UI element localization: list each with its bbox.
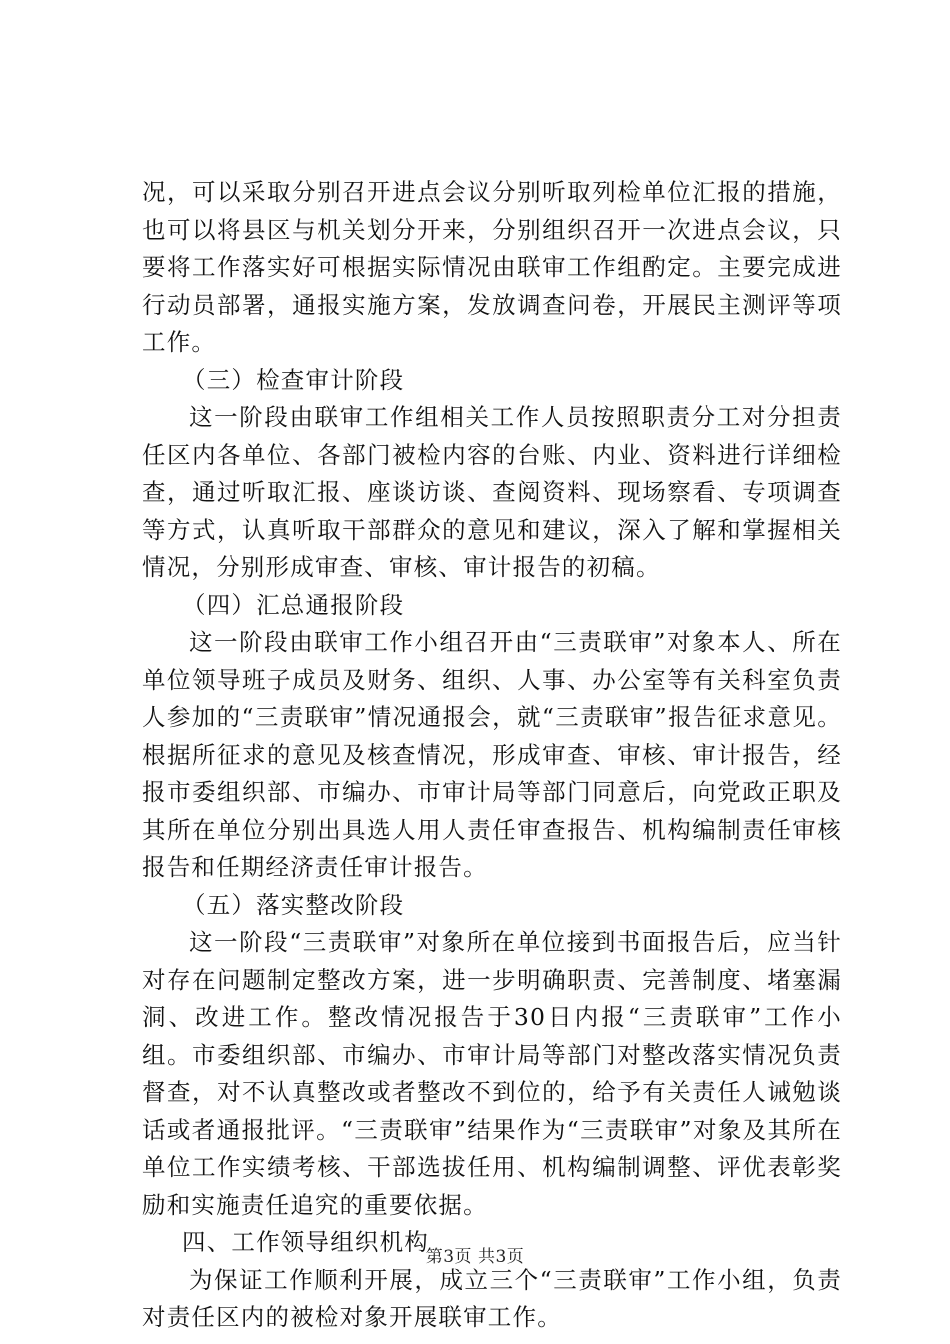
paragraph-continued: 况，可以采取分别召开进点会议分别听取列检单位汇报的措施，也可以将县区与机关划分开来，分别组织召开一次进点会议，只要将工作落实好可根据实际情况由联审工作组酌定。主要完成进行动员部署，通报实施方案，发放调查问卷，开展民主测评等项工作。	[142, 178, 842, 356]
section-heading-organization: 四、工作领导组织机构	[182, 1228, 429, 1256]
paragraph-rectification: 这一阶段“三责联审”对象所在单位接到书面报告后，应当针对存在问题制定整改方案，进一步明确职责、完善制度、堵塞漏洞、改进工作。整改情况报告于30日内报“三责联审”工作小组。市委组织部、市编办、市审计局等部门对整改落实情况负责督查，对不认真整改或者整改不到位的，给予有关责任人诫勉谈话或者通报批评。“三责联审”结果作为“三责联审”对象及其所在单位工作实绩考核、干部选拔任用、机构编制调整、评优表彰奖励和实施责任追究的重要依据。	[142, 928, 842, 1219]
section-heading-summary-report: （四）汇总通报阶段	[182, 590, 405, 619]
document-body	[142, 174, 842, 1337]
section-heading-rectification: （五）落实整改阶段	[182, 890, 405, 919]
page-number-footer: 第3页 共3页	[425, 1247, 525, 1267]
paragraph-inspection-audit: 这一阶段由联审工作组相关工作人员按照职责分工对分担责任区内各单位、各部门被检内容的台账、内业、资料进行详细检查，通过听取汇报、座谈访谈、查阅资料、现场察看、专项调查等方式，认真听取干部群众的意见和建议，深入了解和掌握相关情况，分别形成审查、审核、审计报告的初稿。	[142, 403, 842, 581]
section-heading-inspection-audit: （三）检查审计阶段	[182, 365, 405, 394]
paragraph-summary-report: 这一阶段由联审工作小组召开由“三责联审”对象本人、所在单位领导班子成员及财务、组织、人事、办公室等有关科室负责人参加的“三责联审”情况通报会，就“三责联审”报告征求意见。根据所征求的意见及核查情况，形成审查、审核、审计报告，经报市委组织部、市编办、市审计局等部门同意后，向党政正职及其所在单位分别出具选人用人责任审查报告、机构编制责任审核报告和任期经济责任审计报告。	[142, 628, 842, 881]
paragraph-organization: 为保证工作顺利开展，成立三个“三责联审”工作小组，负责对责任区内的被检对象开展联审工作。	[142, 1265, 842, 1331]
